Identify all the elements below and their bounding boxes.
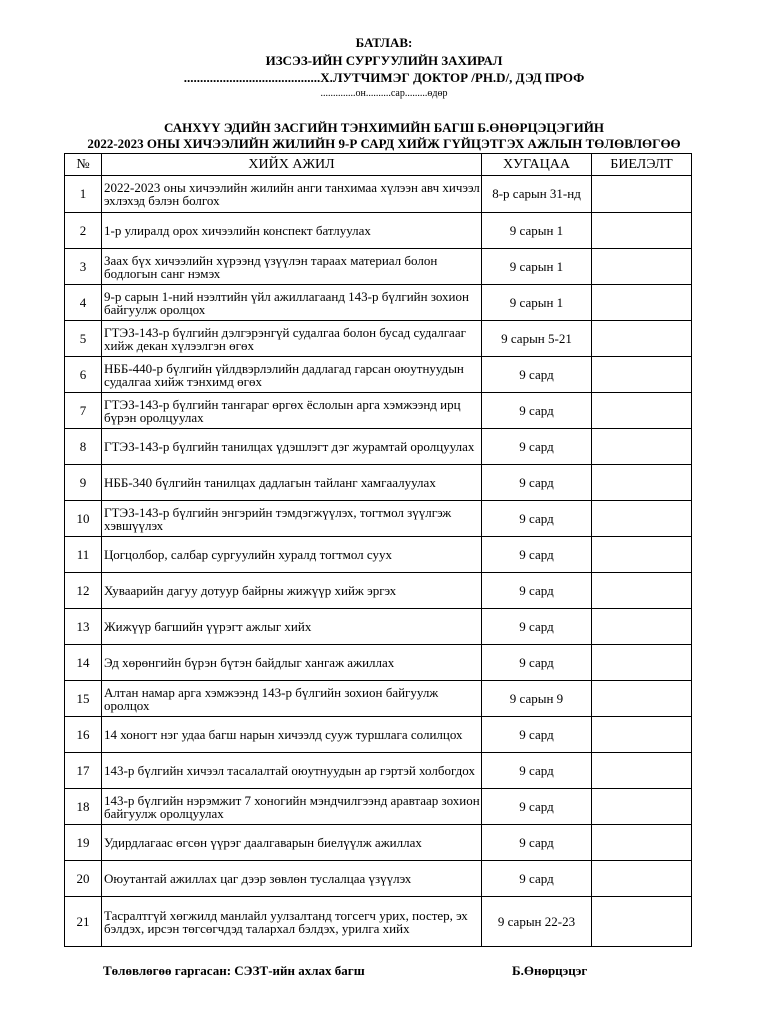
row-task: 143-р бүлгийн нэрэмжит 7 хоногийн мэндчилгээнд аравтаар зохион байгуулж оролцуулах — [102, 789, 482, 825]
table-row — [65, 393, 692, 429]
table-row — [65, 285, 692, 321]
row-duration: 9 сард — [482, 717, 592, 753]
row-duration: 9 сард — [482, 609, 592, 645]
row-duration: 9 сард — [482, 393, 592, 429]
row-number: 17 — [65, 753, 102, 789]
row-task: ГТЭЗ-143-р бүлгийн дэлгэрэнгүй судалгаа болон бусад судалгааг хийж декан хүлээлгэн өгөх — [102, 321, 482, 357]
row-duration: 9 сард — [482, 501, 592, 537]
row-result — [592, 825, 692, 861]
row-task: ГТЭЗ-143-р бүлгийн энгэрийн тэмдэгжүүлэх, тогтмол зүүлгэж хэвшүүлэх — [102, 501, 482, 537]
row-task: Алтан намар арга хэмжээнд 143-р бүлгийн зохион байгуулж оролцох — [102, 681, 482, 717]
table-row — [65, 429, 692, 465]
header-number: № — [65, 154, 102, 176]
row-result — [592, 645, 692, 681]
row-number: 8 — [65, 429, 102, 465]
row-task: Эд хөрөнгийн бүрэн бүтэн байдлыг хангаж ажиллах — [102, 645, 482, 681]
table-row — [65, 465, 692, 501]
row-number: 15 — [65, 681, 102, 717]
row-result — [592, 753, 692, 789]
row-task: 2022-2023 оны хичээлийн жилийн анги танхимаа хүлээн авч хичээл эхлэхэд бэлэн болгох — [102, 176, 482, 213]
row-duration: 9 сард — [482, 753, 592, 789]
table-row — [65, 789, 692, 825]
work-plan-table — [64, 153, 692, 947]
row-result — [592, 357, 692, 393]
row-result — [592, 717, 692, 753]
row-result — [592, 501, 692, 537]
row-result — [592, 285, 692, 321]
row-duration: 9 сарын 5-21 — [482, 321, 592, 357]
row-duration: 9 сард — [482, 573, 592, 609]
table-row — [65, 825, 692, 861]
row-duration: 9 сард — [482, 645, 592, 681]
table-row — [65, 249, 692, 285]
table-header-row — [65, 154, 692, 176]
row-result — [592, 609, 692, 645]
table-row — [65, 681, 692, 717]
row-number: 3 — [65, 249, 102, 285]
row-duration: 9 сарын 22-23 — [482, 897, 592, 947]
header-result: БИЕЛЭЛТ — [592, 154, 692, 176]
footer-name: Б.Өнөрцэцэг — [512, 963, 588, 978]
row-number: 14 — [65, 645, 102, 681]
table-row — [65, 176, 692, 213]
row-result — [592, 573, 692, 609]
row-task: 9-р сарын 1-ний нээлтийн үйл ажиллагаанд 143-р бүлгийн зохион байгуулж оролцох — [102, 285, 482, 321]
table-row — [65, 501, 692, 537]
approval-signature-line: ..........................................Х.ЛУТЧИМЭГ ДОКТОР /PH.D/, ДЭД ПРОФ — [183, 70, 585, 85]
table-row — [65, 645, 692, 681]
row-number: 18 — [65, 789, 102, 825]
row-duration: 9 сард — [482, 861, 592, 897]
row-task: НББ-440-р бүлгийн үйлдвэрлэлийн дадлагад гарсан оюутнуудын судалгаа хийж тэнхимд өгөх — [102, 357, 482, 393]
row-task: 14 хоногт нэг удаа багш нарын хичээлд сууж туршлага солилцох — [102, 717, 482, 753]
row-number: 2 — [65, 213, 102, 249]
row-result — [592, 681, 692, 717]
row-task: 143-р бүлгийн хичээл тасалалтай оюутнуудын ар гэртэй холбогдох — [102, 753, 482, 789]
table-row — [65, 321, 692, 357]
table-row — [65, 609, 692, 645]
row-task: Удирдлагаас өгсөн үүрэг даалгаварын биелүүлж ажиллах — [102, 825, 482, 861]
table-row — [65, 753, 692, 789]
row-result — [592, 789, 692, 825]
row-result — [592, 897, 692, 947]
row-task: Тасралтгүй хөгжилд манлайл уулзалтанд тогсегч урих, постер, эх бэлдэх, ирсэн төгсөгчдэд талархал бэлдэх, урилга хийх — [102, 897, 482, 947]
table-row — [65, 897, 692, 947]
row-result — [592, 861, 692, 897]
row-number: 11 — [65, 537, 102, 573]
table-row — [65, 573, 692, 609]
row-result — [592, 176, 692, 213]
header-task: ХИЙХ АЖИЛ — [102, 154, 482, 176]
table-row — [65, 357, 692, 393]
row-duration: 8-р сарын 31-нд — [482, 176, 592, 213]
table-row — [65, 537, 692, 573]
row-number: 1 — [65, 176, 102, 213]
row-task: ГТЭЗ-143-р бүлгийн тангараг өргөх ёслолын арга хэмжээнд ирц бүрэн оролцуулах — [102, 393, 482, 429]
row-result — [592, 537, 692, 573]
header-duration: ХУГАЦАА — [482, 154, 592, 176]
row-task: Жижүүр багшийн үүрэгт ажлыг хийх — [102, 609, 482, 645]
table-row — [65, 213, 692, 249]
row-number: 9 — [65, 465, 102, 501]
row-task: 1-р улиралд орох хичээлийн конспект батлуулах — [102, 213, 482, 249]
row-duration: 9 сард — [482, 357, 592, 393]
approval-date-line: ..............он..........сар.........өдөр — [320, 88, 448, 99]
row-result — [592, 429, 692, 465]
row-duration: 9 сард — [482, 789, 592, 825]
row-number: 7 — [65, 393, 102, 429]
footer-prepared-by: Төлөвлөгөө гаргасан: СЭЗТ-ийн ахлах багш — [103, 963, 365, 978]
row-result — [592, 321, 692, 357]
plan-title-line2: 2022-2023 ОНЫ ХИЧЭЭЛИЙН ЖИЛИЙН 9-Р САРД ХИЙЖ ГҮЙЦЭТГЭХ АЖЛЫН ТӨЛӨВЛӨГӨӨ — [87, 136, 681, 151]
row-result — [592, 213, 692, 249]
table-row — [65, 717, 692, 753]
row-number: 12 — [65, 573, 102, 609]
row-duration: 9 сарын 1 — [482, 213, 592, 249]
row-task: ГТЭЗ-143-р бүлгийн танилцах үдэшлэгт дэг журамтай оролцуулах — [102, 429, 482, 465]
row-task: Оюутантай ажиллах цаг дээр зөвлөн туслалцаа үзүүлэх — [102, 861, 482, 897]
row-result — [592, 393, 692, 429]
row-number: 6 — [65, 357, 102, 393]
plan-title-line1: САНХҮҮ ЭДИЙН ЗАСГИЙН ТЭНХИМИЙН БАГШ Б.ӨНӨРЦЭЦЭГИЙН — [164, 120, 604, 135]
approval-org: ИЗСЭЗ-ИЙН СУРГУУЛИЙН ЗАХИРАЛ — [265, 53, 503, 68]
row-number: 19 — [65, 825, 102, 861]
row-task: НББ-340 бүлгийн танилцах дадлагын тайланг хамгаалуулах — [102, 465, 482, 501]
row-task: Цогцолбор, салбар сургуулийн хуралд тогтмол суух — [102, 537, 482, 573]
row-number: 20 — [65, 861, 102, 897]
row-number: 10 — [65, 501, 102, 537]
row-duration: 9 сарын 1 — [482, 285, 592, 321]
approval-label: БАТЛАВ: — [355, 35, 413, 50]
row-number: 16 — [65, 717, 102, 753]
row-number: 5 — [65, 321, 102, 357]
row-number: 4 — [65, 285, 102, 321]
row-duration: 9 сард — [482, 537, 592, 573]
table-row — [65, 861, 692, 897]
row-task: Хуваарийн дагуу дотуур байрны жижүүр хийж эргэх — [102, 573, 482, 609]
row-duration: 9 сард — [482, 825, 592, 861]
row-number: 21 — [65, 897, 102, 947]
row-result — [592, 249, 692, 285]
row-task: Заах бүх хичээлийн хүрээнд үзүүлэн тараах материал болон бодлогын санг нэмэх — [102, 249, 482, 285]
row-duration: 9 сард — [482, 465, 592, 501]
row-duration: 9 сард — [482, 429, 592, 465]
row-result — [592, 465, 692, 501]
row-number: 13 — [65, 609, 102, 645]
row-duration: 9 сарын 1 — [482, 249, 592, 285]
row-duration: 9 сарын 9 — [482, 681, 592, 717]
